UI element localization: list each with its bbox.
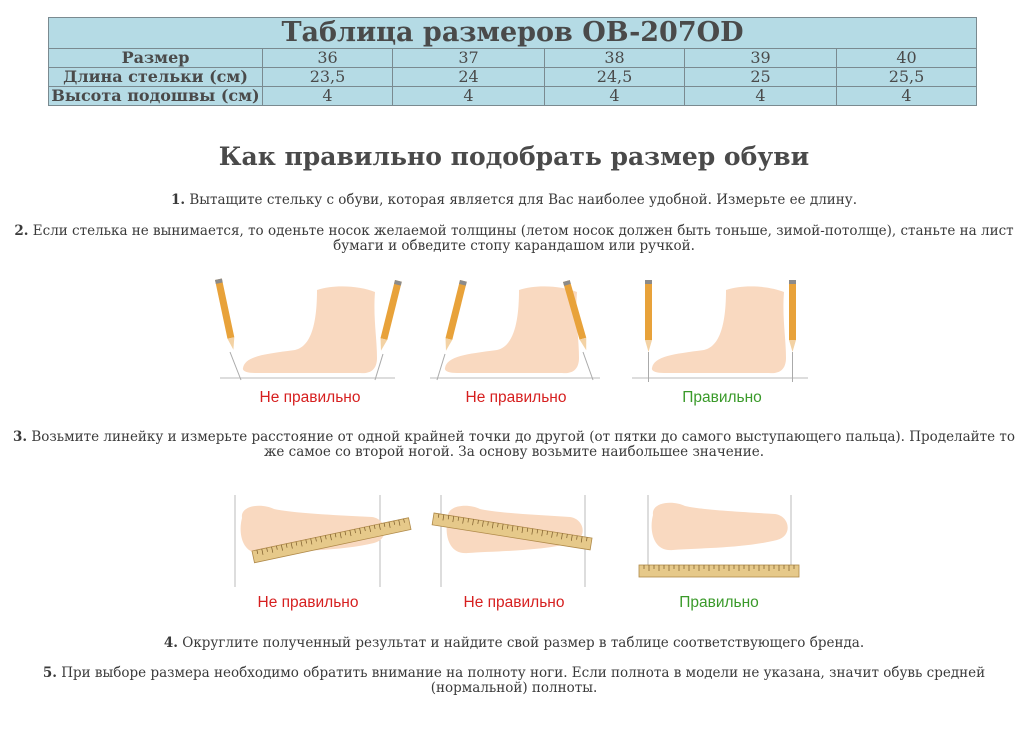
pencil-figure-wrong-2 [425, 278, 605, 383]
table-cell: 38 [545, 49, 685, 68]
table-cell: 4 [685, 87, 837, 106]
foot-side-illustration [445, 286, 579, 373]
step-text: Вытащите стельку с обуви, которая является для Вас наиболее удобной. Измерьте ее длину. [189, 192, 858, 208]
step-text: Если стелька не вынимается, то оденьте носок желаемой толщины (летом носок должен быть тоньше, зимой-потолще), станьте на лист бумаги и обведите стопу карандашом или ручкой. [32, 223, 1014, 254]
caption-wrong: Не правильно [463, 594, 565, 611]
step-1 [4, 193, 1024, 208]
caption-wrong: Не правильно [465, 389, 567, 406]
ruler-figure-right [637, 493, 802, 588]
table-row [49, 68, 977, 87]
table-cell: 37 [393, 49, 545, 68]
pencil-icon [789, 280, 796, 352]
step-number: 5. [42, 665, 57, 681]
ruler-figure-wrong-1 [232, 493, 412, 588]
caption-wrong: Не правильно [259, 389, 361, 406]
guide-heading: Как правильно подобрать размер обуви [218, 142, 810, 171]
row-label: Длина стельки (см) [49, 68, 263, 87]
table-cell: 4 [837, 87, 977, 106]
table-cell: 23,5 [263, 68, 393, 87]
pencil-icon [215, 279, 237, 351]
size-table [48, 17, 977, 106]
ruler-icon [639, 565, 799, 577]
step-number: 1. [170, 192, 186, 208]
table-cell: 40 [837, 49, 977, 68]
step-5 [30, 666, 998, 696]
caption-right: Правильно [679, 594, 759, 611]
table-cell: 25 [685, 68, 837, 87]
step-3 [4, 430, 1024, 460]
pencil-figure-right [630, 278, 810, 383]
pencil-icon [645, 280, 652, 352]
foot-side-illustration [243, 286, 377, 373]
table-cell: 24,5 [545, 68, 685, 87]
ruler-figure-wrong-2 [430, 493, 600, 588]
foot-top-illustration [652, 503, 788, 550]
pencil-icon [443, 280, 467, 352]
step-text: Возьмите линейку и измерьте расстояние от одной крайней точки до другой (от пятки до самого выступающего пальца). Проделайте то же самое со второй ногой. За основу возьмите наибольшее значение. [31, 429, 1016, 460]
foot-side-illustration [652, 286, 786, 373]
pencil-figure-wrong-1 [205, 278, 405, 383]
table-row [49, 49, 977, 68]
table-cell: 39 [685, 49, 837, 68]
caption-right: Правильно [682, 389, 762, 406]
table-cell: 25,5 [837, 68, 977, 87]
step-text: Округлите полученный результат и найдите свой размер в таблице соответствующего бренда. [182, 635, 865, 651]
step-text: При выборе размера необходимо обратить внимание на полноту ноги. Если полнота в модели не указана, значит обувь средней (нормальной) полноты. [61, 665, 986, 696]
table-cell: 4 [545, 87, 685, 106]
table-cell: 4 [393, 87, 545, 106]
table-cell: 4 [263, 87, 393, 106]
table-cell: 36 [263, 49, 393, 68]
pencil-icon [378, 280, 402, 352]
table-cell: 24 [393, 68, 545, 87]
row-label: Размер [49, 49, 263, 68]
step-number: 3. [12, 429, 28, 445]
table-row [49, 87, 977, 106]
step-number: 4. [163, 635, 178, 651]
table-title: Таблица размеров OB-207OD [49, 18, 977, 49]
step-4 [4, 636, 1024, 651]
step-2 [4, 224, 1024, 254]
caption-wrong: Не правильно [257, 594, 359, 611]
row-label: Высота подошвы (см) [49, 87, 263, 106]
step-number: 2. [14, 223, 29, 239]
